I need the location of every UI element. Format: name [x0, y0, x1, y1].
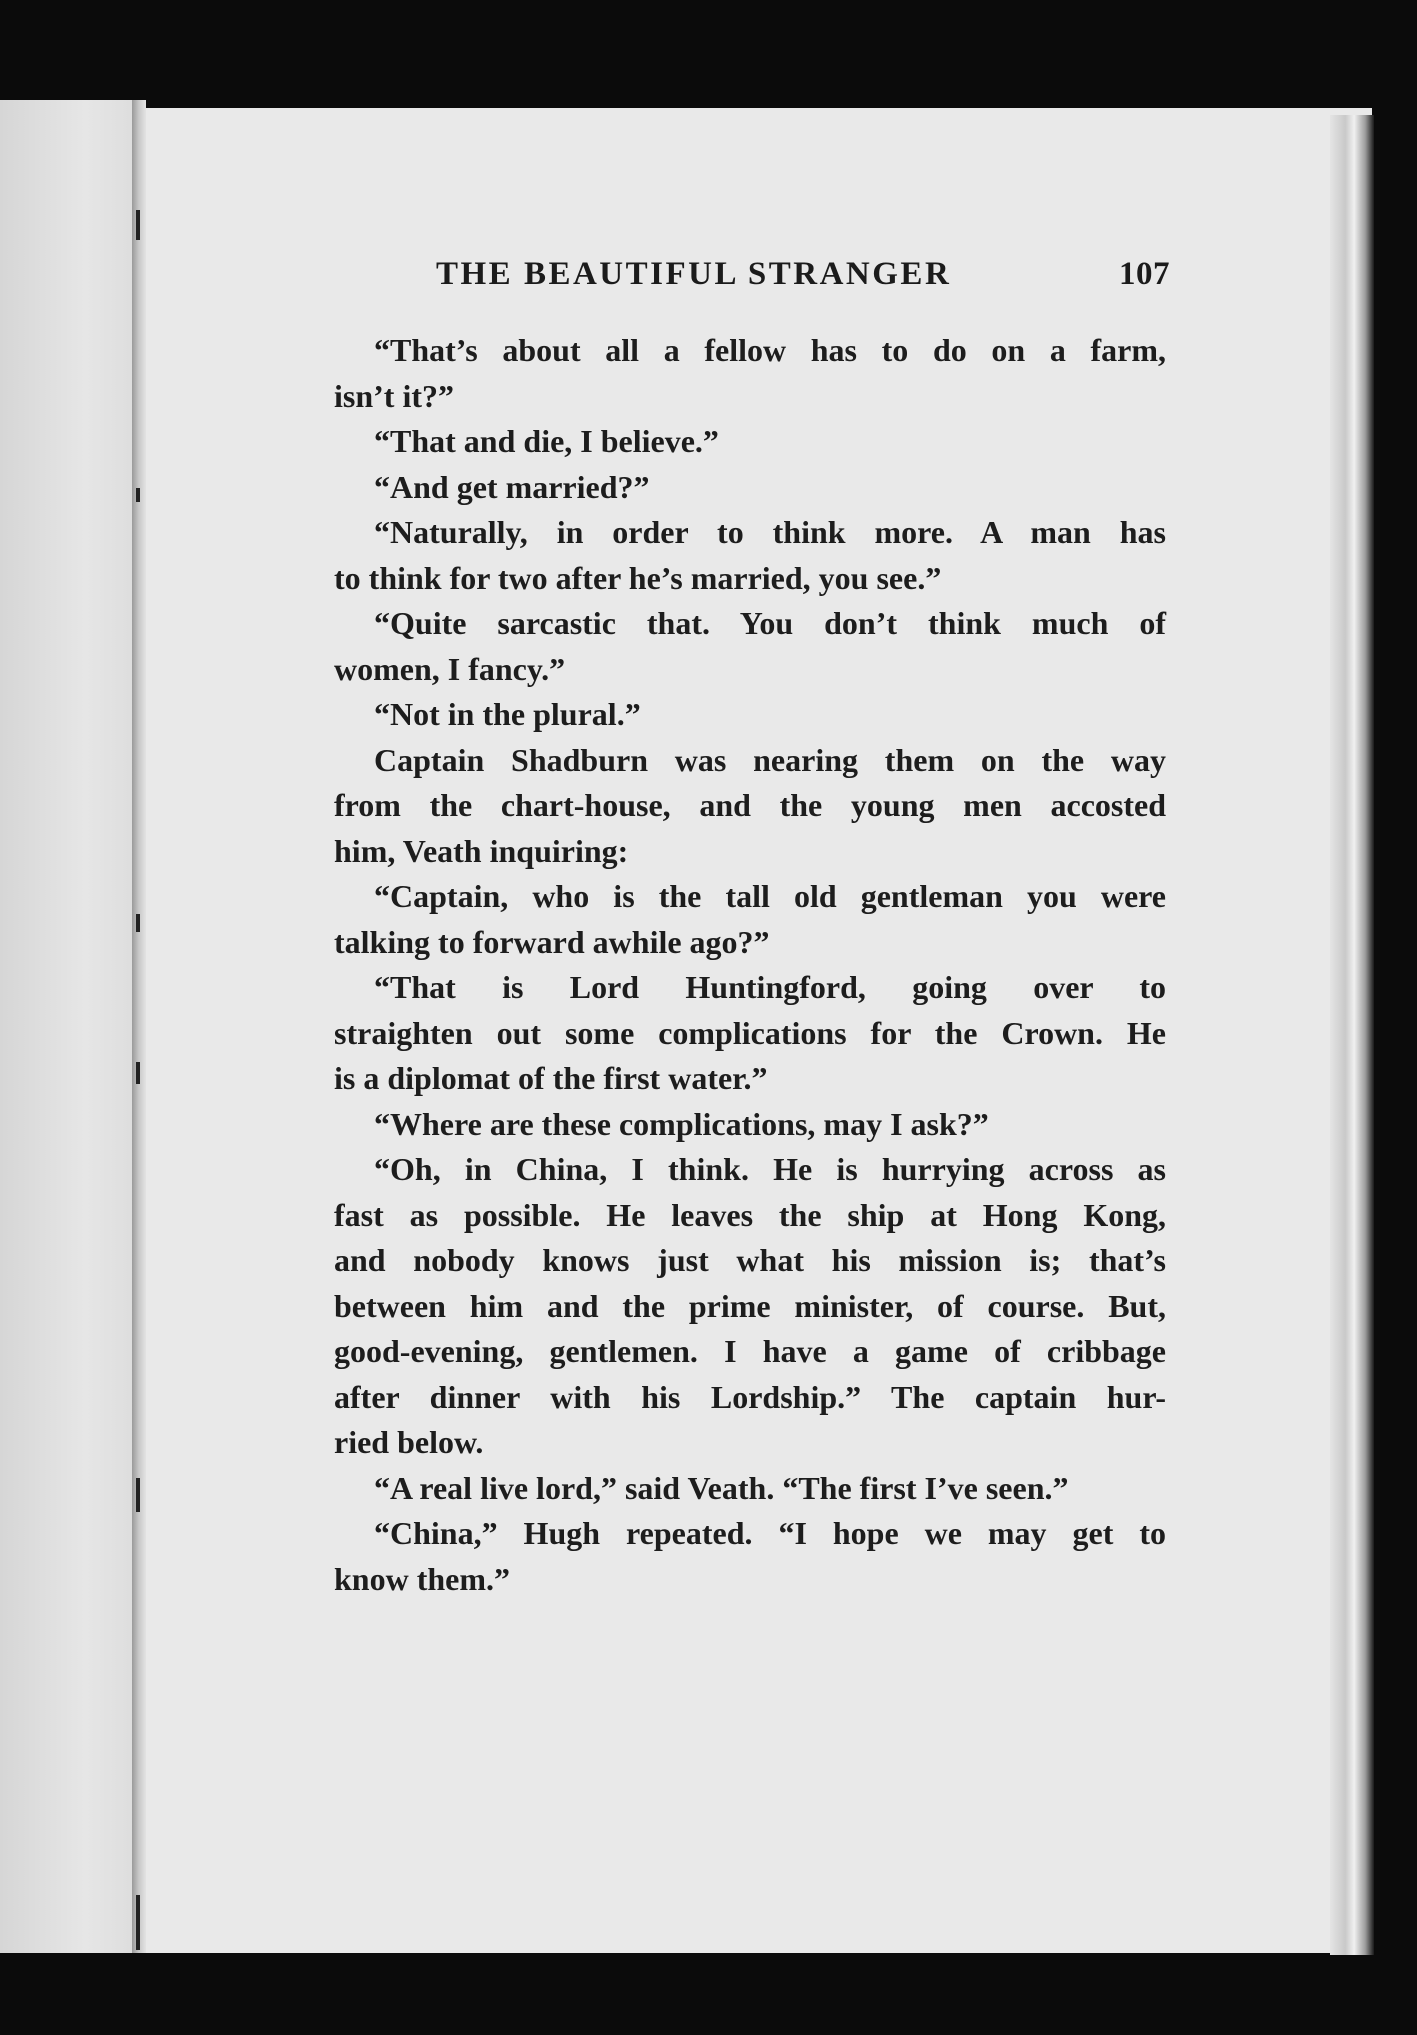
text-line: “Naturally, in order to think more. A man has [374, 514, 1166, 550]
text-line: “Captain, who is the tall old gentleman you were [374, 878, 1166, 914]
text-line: isn’t it?” [334, 377, 454, 414]
text-line: “Quite sarcastic that. You don’t think much of [374, 605, 1166, 641]
gutter-mark [136, 914, 140, 932]
text-line: “Not in the plural.” [374, 696, 641, 732]
text-line: “Where are these complications, may I ask?” [374, 1105, 989, 1142]
text-line: “That and die, I believe.” [374, 423, 719, 459]
gutter-mark [136, 210, 140, 240]
paragraph [334, 1466, 1166, 1512]
text-line: ried below. [334, 1424, 484, 1460]
gutter-mark [136, 488, 140, 502]
text-line: is a diplomat of the first water.” [334, 1060, 768, 1096]
text-line: women, I fancy.” [334, 650, 566, 687]
running-header [436, 256, 1170, 293]
text-line: “That is Lord Huntingford, going over to [374, 969, 1166, 1005]
text-line: from the chart-house, and the young men accosted [334, 787, 1166, 823]
paragraph [334, 1511, 1166, 1602]
text-line: fast as possible. He leaves the ship at Hong Kong, [334, 1196, 1166, 1233]
running-title: THE BEAUTIFUL STRANGER [436, 256, 952, 292]
text-line: good-evening, gentlemen. I have a game of cribbage [334, 1333, 1166, 1369]
text-line: straighten out some complications for the Crown. He [334, 1014, 1166, 1051]
text-line: know them.” [334, 1560, 511, 1597]
facing-page [0, 100, 142, 1953]
paragraph [334, 510, 1166, 601]
body-text [334, 328, 1166, 1602]
text-line: “That’s about all a fellow has to do on a farm, [374, 332, 1166, 368]
paragraph [334, 738, 1166, 875]
paragraph [334, 874, 1166, 965]
paragraph [334, 965, 1166, 1102]
text-line: him, Veath inquiring: [334, 832, 629, 869]
page-number: 107 [1119, 256, 1170, 292]
text-line: “And get married?” [374, 468, 650, 505]
book-gutter [132, 100, 146, 1953]
text-line: Captain Shadburn was nearing them on the way [374, 741, 1166, 778]
text-line: talking to forward awhile ago?” [334, 923, 770, 960]
text-line: between him and the prime minister, of course. But, [334, 1287, 1166, 1324]
text-line: to think for two after he’s married, you see.” [334, 559, 942, 596]
paragraph [334, 419, 1166, 465]
text-line: “A real live lord,” said Veath. “The first I’ve seen.” [374, 1469, 1069, 1506]
gutter-mark [136, 1478, 140, 1512]
paragraph [334, 601, 1166, 692]
gutter-mark [136, 1895, 140, 1950]
gutter-mark [136, 1062, 140, 1084]
paragraph [334, 465, 1166, 511]
paragraph [334, 692, 1166, 738]
paragraph [334, 1102, 1166, 1148]
page-edge [1330, 115, 1374, 1955]
text-line: and nobody knows just what his mission is; that’s [334, 1242, 1166, 1278]
paragraph [334, 1147, 1166, 1466]
text-line: after dinner with his Lordship.” The captain hur- [334, 1378, 1166, 1415]
text-line: “China,” Hugh repeated. “I hope we may get to [374, 1515, 1166, 1551]
text-line: “Oh, in China, I think. He is hurrying across as [374, 1151, 1166, 1187]
paragraph [334, 328, 1166, 419]
